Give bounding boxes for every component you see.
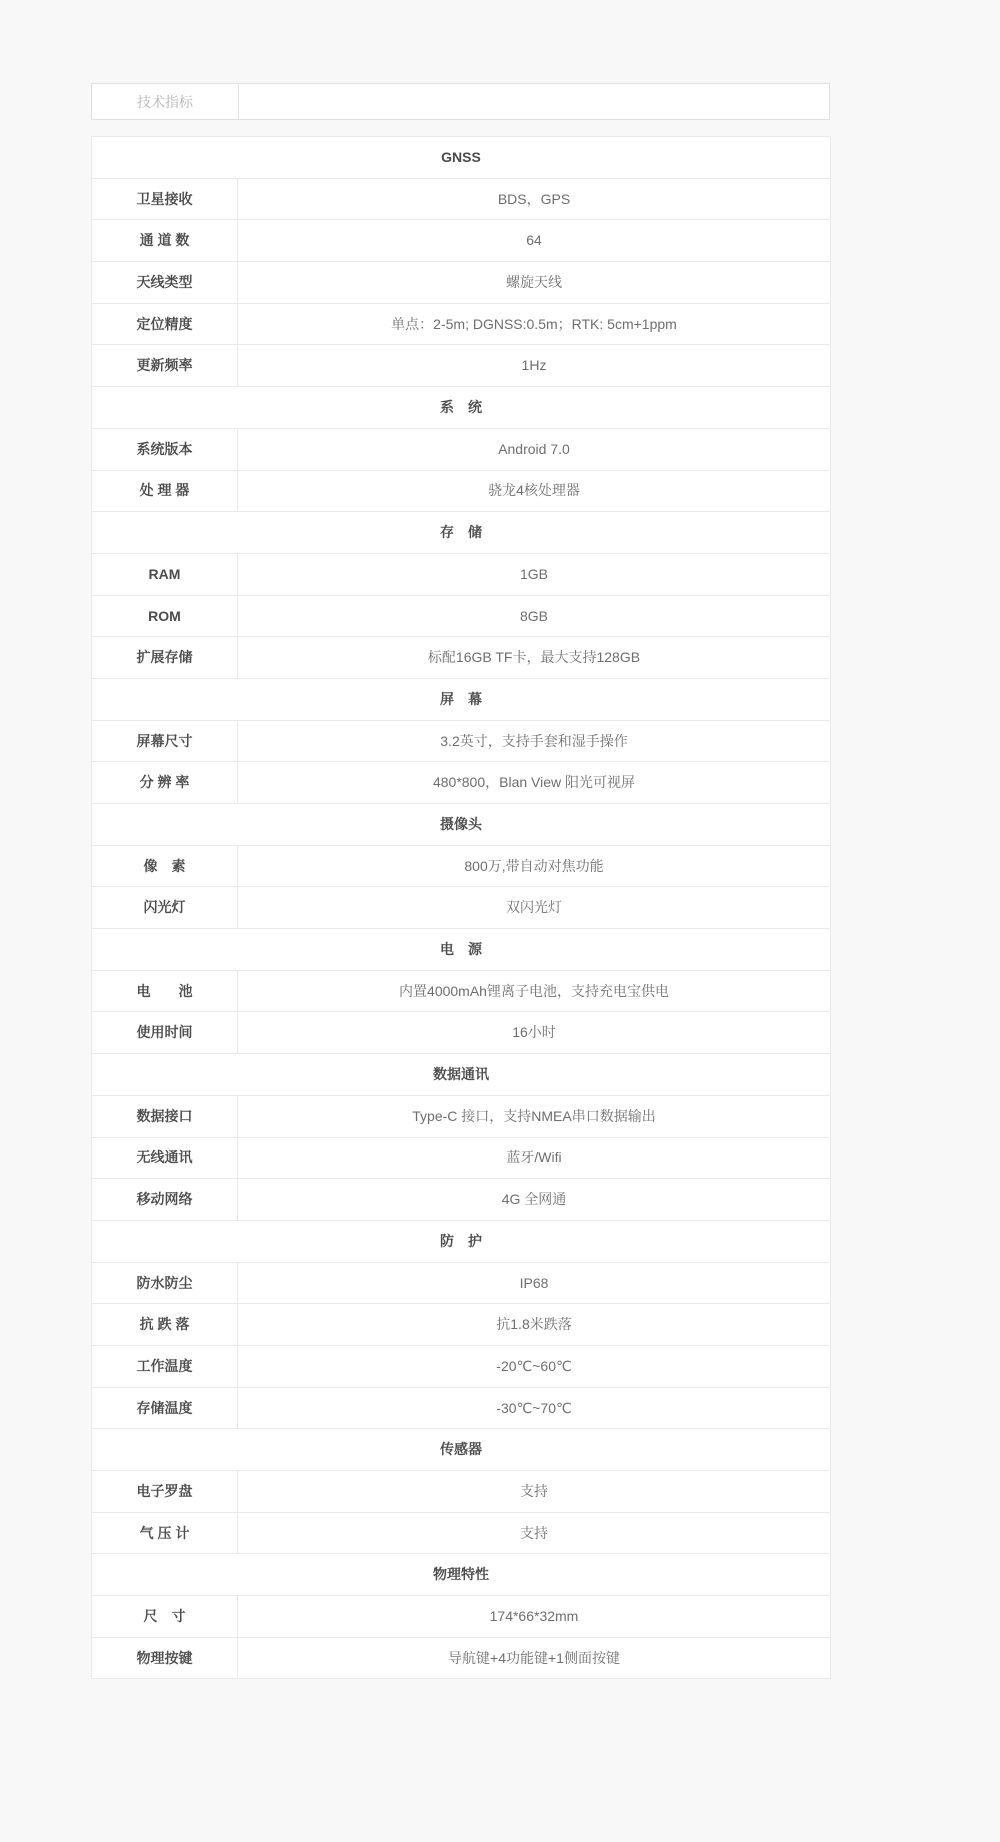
- spec-label-cell: 天线类型: [92, 262, 238, 304]
- section-header-row: [92, 678, 831, 720]
- spec-value-cell: 抗1.8米跌落: [238, 1304, 831, 1346]
- spec-row: [92, 1471, 831, 1513]
- spec-row: [92, 1596, 831, 1638]
- spec-label-cell: 卫星接收: [92, 178, 238, 220]
- spec-row: [92, 637, 831, 679]
- section-header-label: 存 储: [92, 512, 831, 554]
- section-header-label: GNSS: [92, 137, 831, 179]
- spec-label-cell: 更新频率: [92, 345, 238, 387]
- spec-row: [92, 1512, 831, 1554]
- spec-value-cell: 8GB: [238, 595, 831, 637]
- spec-value-cell: 174*66*32mm: [238, 1596, 831, 1638]
- spec-row: [92, 1095, 831, 1137]
- spec-row: [92, 970, 831, 1012]
- spec-row: [92, 887, 831, 929]
- spec-row: [92, 303, 831, 345]
- spec-label-cell: 电 池: [92, 970, 238, 1012]
- spec-label-cell: ROM: [92, 595, 238, 637]
- spec-title-box: [91, 83, 830, 120]
- spec-value-cell: 1Hz: [238, 345, 831, 387]
- spec-row: [92, 178, 831, 220]
- section-header-row: [92, 1054, 831, 1096]
- section-header-label: 数据通讯: [92, 1054, 831, 1096]
- spec-value-cell: 480*800，Blan View 阳光可视屏: [238, 762, 831, 804]
- spec-label-cell: 工作温度: [92, 1345, 238, 1387]
- spec-title-empty-cell: [239, 84, 829, 119]
- spec-value-cell: 800万,带自动对焦功能: [238, 845, 831, 887]
- spec-label-cell: 使用时间: [92, 1012, 238, 1054]
- spec-row: [92, 428, 831, 470]
- spec-row: [92, 595, 831, 637]
- spec-value-cell: 4G 全网通: [238, 1179, 831, 1221]
- section-header-row: [92, 804, 831, 846]
- spec-label-cell: 屏幕尺寸: [92, 720, 238, 762]
- spec-value-cell: -30℃~70℃: [238, 1387, 831, 1429]
- section-header-label: 物理特性: [92, 1554, 831, 1596]
- section-header-label: 传感器: [92, 1429, 831, 1471]
- spec-row: [92, 845, 831, 887]
- spec-label-cell: 处 理 器: [92, 470, 238, 512]
- section-header-label: 摄像头: [92, 804, 831, 846]
- section-header-row: [92, 1220, 831, 1262]
- spec-label-cell: 物理按键: [92, 1637, 238, 1679]
- spec-label-cell: 数据接口: [92, 1095, 238, 1137]
- spec-row: [92, 1387, 831, 1429]
- spec-table-body: [92, 137, 831, 1679]
- spec-label-cell: 分 辨 率: [92, 762, 238, 804]
- spec-label-cell: 像 素: [92, 845, 238, 887]
- spec-row: [92, 1262, 831, 1304]
- spec-value-cell: Android 7.0: [238, 428, 831, 470]
- spec-row: [92, 553, 831, 595]
- spec-table: [91, 136, 831, 1679]
- spec-value-cell: 标配16GB TF卡，最大支持128GB: [238, 637, 831, 679]
- spec-row: [92, 1304, 831, 1346]
- spec-row: [92, 220, 831, 262]
- spec-label-cell: RAM: [92, 553, 238, 595]
- spec-row: [92, 720, 831, 762]
- spec-label-cell: 电子罗盘: [92, 1471, 238, 1513]
- spec-value-cell: 64: [238, 220, 831, 262]
- spec-row: [92, 470, 831, 512]
- spec-title-label: 技术指标: [92, 84, 239, 119]
- spec-value-cell: 蓝牙/Wifi: [238, 1137, 831, 1179]
- spec-row: [92, 1345, 831, 1387]
- spec-label-cell: 存储温度: [92, 1387, 238, 1429]
- spec-value-cell: IP68: [238, 1262, 831, 1304]
- spec-row: [92, 1012, 831, 1054]
- spec-row: [92, 1637, 831, 1679]
- spec-value-cell: 1GB: [238, 553, 831, 595]
- spec-label-cell: 尺 寸: [92, 1596, 238, 1638]
- spec-label-cell: 系统版本: [92, 428, 238, 470]
- section-header-row: [92, 387, 831, 429]
- section-header-label: 防 护: [92, 1220, 831, 1262]
- section-header-row: [92, 929, 831, 971]
- spec-value-cell: Type-C 接口，支持NMEA串口数据输出: [238, 1095, 831, 1137]
- spec-row: [92, 762, 831, 804]
- section-header-label: 屏 幕: [92, 678, 831, 720]
- spec-row: [92, 1179, 831, 1221]
- section-header-row: [92, 137, 831, 179]
- section-header-row: [92, 1429, 831, 1471]
- spec-label-cell: 气 压 计: [92, 1512, 238, 1554]
- section-header-row: [92, 512, 831, 554]
- spec-label-cell: 抗 跌 落: [92, 1304, 238, 1346]
- spec-row: [92, 262, 831, 304]
- section-header-label: 电 源: [92, 929, 831, 971]
- spec-value-cell: BDS，GPS: [238, 178, 831, 220]
- spec-label-cell: 闪光灯: [92, 887, 238, 929]
- section-header-label: 系 统: [92, 387, 831, 429]
- spec-label-cell: 定位精度: [92, 303, 238, 345]
- spec-value-cell: 导航键+4功能键+1侧面按键: [238, 1637, 831, 1679]
- spec-value-cell: 单点：2-5m; DGNSS:0.5m；RTK: 5cm+1ppm: [238, 303, 831, 345]
- spec-value-cell: 3.2英寸，支持手套和湿手操作: [238, 720, 831, 762]
- spec-value-cell: -20℃~60℃: [238, 1345, 831, 1387]
- spec-label-cell: 防水防尘: [92, 1262, 238, 1304]
- spec-value-cell: 支持: [238, 1471, 831, 1513]
- spec-label-cell: 通 道 数: [92, 220, 238, 262]
- spec-value-cell: 骁龙4核处理器: [238, 470, 831, 512]
- spec-value-cell: 内置4000mAh锂离子电池，支持充电宝供电: [238, 970, 831, 1012]
- section-header-row: [92, 1554, 831, 1596]
- spec-label-cell: 移动网络: [92, 1179, 238, 1221]
- spec-row: [92, 1137, 831, 1179]
- spec-value-cell: 螺旋天线: [238, 262, 831, 304]
- spec-value-cell: 16小时: [238, 1012, 831, 1054]
- spec-value-cell: 支持: [238, 1512, 831, 1554]
- spec-label-cell: 无线通讯: [92, 1137, 238, 1179]
- spec-row: [92, 345, 831, 387]
- spec-label-cell: 扩展存储: [92, 637, 238, 679]
- spec-value-cell: 双闪光灯: [238, 887, 831, 929]
